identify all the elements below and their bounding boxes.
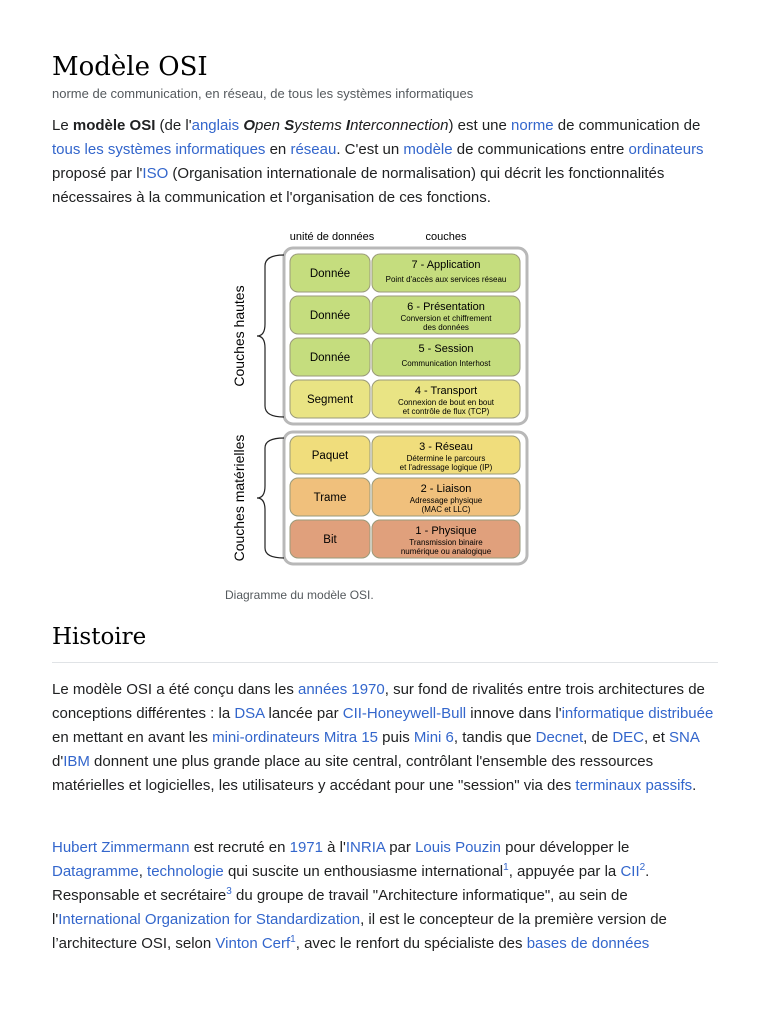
layer-name: 7 - Application xyxy=(411,259,481,271)
link-mini-ordinateurs[interactable]: mini-ordinateurs Mitra 15 xyxy=(212,729,379,746)
figure-caption: Diagramme du modèle OSI. xyxy=(225,588,374,602)
lower-brace xyxy=(257,438,284,558)
bold-term: modèle OSI xyxy=(72,117,156,134)
link-inria[interactable]: INRIA xyxy=(345,839,386,856)
layer-desc: et contrôle de flux (TCP) xyxy=(402,407,490,416)
layer-desc: numérique ou analogique xyxy=(400,547,492,556)
layer-unit-label: Segment xyxy=(306,394,354,406)
section-heading-histoire: Histoire xyxy=(52,624,718,663)
layer-unit-label: Donnée xyxy=(309,352,351,364)
layer-desc: Conversion et chiffrement xyxy=(400,314,492,323)
link-cii-honeywell-bull[interactable]: CII-Honeywell-Bull xyxy=(342,705,467,722)
layer-unit-label: Trame xyxy=(313,492,347,504)
link-louis-pouzin[interactable]: Louis Pouzin xyxy=(415,839,501,856)
link-ibm[interactable]: IBM xyxy=(63,753,90,770)
page-subtitle: norme de communication, en réseau, de tous les systèmes informatiques xyxy=(52,86,474,101)
link-norme[interactable]: norme xyxy=(511,117,554,134)
upper-brace xyxy=(257,255,284,417)
footnote-ref[interactable]: 3 xyxy=(226,886,232,897)
layer-name: 1 - Physique xyxy=(415,525,477,537)
layer-desc: Connexion de bout en bout xyxy=(397,398,495,407)
layer-desc: Communication Interhost xyxy=(401,359,491,368)
link-cii[interactable]: CII xyxy=(620,863,640,880)
link-dsa[interactable]: DSA xyxy=(234,705,265,722)
histoire-paragraph-1: Le modèle OSI a été conçu dans les années 1970, sur fond de rivalités entre trois architectures de conceptions différentes : la DSA lancée par CII-Honeywell-Bull innove dans l'informatique distribuée en mettant en avant les mini-ordinateurs Mitra 15 puis Mini 6, tandis que Decnet, de DEC, et SNA d'IBM donnent une plus grande place au site central, contrôlant l'ensemble des ressources matérielles et logicielles, les utilisateurs y accédant pour une "session" via des terminaux passifs. xyxy=(52,681,714,794)
link-sna[interactable]: SNA xyxy=(669,729,700,746)
link-hubert-zimmermann[interactable]: Hubert Zimmermann xyxy=(52,839,190,856)
histoire-paragraph-2: Hubert Zimmermann est recruté en 1971 à l'INRIA par Louis Pouzin pour développer le Datagramme, technologie qui suscite un enthousiasme international$^1$, appuyée par la CII$^2$. Responsable et secrétaire$^3$ du groupe de travail "Architecture informatique", au sein de l'International Organization for Standardization, il est le concepteur de la première version de l’architecture OSI, selon Vinton Cerf$^1$, avec le renfort du spécialiste des bases de données xyxy=(52,839,667,952)
layer-desc: (MAC et LLC) xyxy=(421,505,471,514)
layer-name: 6 - Présentation xyxy=(407,301,485,313)
layer-name: 5 - Session xyxy=(418,343,474,355)
footnote-ref[interactable]: 2 xyxy=(639,862,646,873)
link-ordinateurs[interactable]: ordinateurs xyxy=(628,141,704,158)
page-title: Modèle OSI xyxy=(52,52,208,82)
layer-desc: et l'adressage logique (IP) xyxy=(399,463,493,472)
link-dec[interactable]: DEC xyxy=(612,729,645,746)
link-iso[interactable]: ISO xyxy=(142,165,169,182)
osi-diagram xyxy=(224,226,544,576)
link-terminaux-passifs[interactable]: terminaux passifs xyxy=(575,777,693,794)
col-units-label: unité de données xyxy=(289,231,375,243)
osi-layers xyxy=(290,254,520,558)
link-informatique-distribuee[interactable]: informatique distribuée xyxy=(561,705,714,722)
group-upper-label: Couches hautes xyxy=(231,285,247,387)
layer-name: 3 - Réseau xyxy=(419,441,473,453)
link-technologie[interactable]: technologie xyxy=(147,863,224,880)
layer-desc: des données xyxy=(423,323,469,332)
layer-desc: Adressage physique xyxy=(409,496,483,505)
link-vinton-cerf[interactable]: Vinton Cerf xyxy=(215,935,291,952)
layer-unit-label: Donnée xyxy=(309,268,351,280)
layer-desc: Point d'accès aux services réseau xyxy=(385,275,507,284)
col-layers-label: couches xyxy=(425,231,467,243)
osi-diagram-svg xyxy=(224,226,544,576)
intro-paragraph: Le modèle OSI (de l'anglais Open Systems Interconnection) est une norme de communication de tous les systèmes informatiques en réseau. C'est un modèle de communications entre ordinateurs proposé par l'ISO (Organisation internationale de normalisation) qui décrit les fonctionnalités nécessaires à la communication et l'organisation de ces fonctions. xyxy=(52,117,704,206)
link-datagramme[interactable]: Datagramme xyxy=(52,863,139,880)
layer-unit-label: Paquet xyxy=(311,450,349,462)
layer-unit-label: Donnée xyxy=(309,310,351,322)
layer-name: 2 - Liaison xyxy=(420,483,472,495)
link-reseau[interactable]: réseau xyxy=(290,141,337,158)
footnote-ref[interactable]: 1 xyxy=(503,862,509,873)
link-1971[interactable]: 1971 xyxy=(289,839,323,856)
link-decnet[interactable]: Decnet xyxy=(535,729,584,746)
link-anglais[interactable]: anglais xyxy=(191,117,240,134)
link-annees-1970[interactable]: années 1970 xyxy=(297,681,385,698)
group-lower-label: Couches matérielles xyxy=(231,434,247,562)
link-bases-de-donnees[interactable]: bases de données xyxy=(526,935,650,952)
layer-name: 4 - Transport xyxy=(414,385,478,397)
layer-unit-label: Bit xyxy=(323,534,337,546)
link-mini-6[interactable]: Mini 6 xyxy=(413,729,454,746)
layer-desc: Transmission binaire xyxy=(409,538,483,547)
link-modele[interactable]: modèle xyxy=(403,141,453,158)
link-international-organization-for-standardization[interactable]: International Organization for Standardization xyxy=(58,911,361,928)
layer-desc: Détermine le parcours xyxy=(406,454,486,463)
footnote-ref[interactable]: 1 xyxy=(290,934,296,945)
link-tous-les-systemes[interactable]: tous les systèmes informatiques xyxy=(52,141,266,158)
